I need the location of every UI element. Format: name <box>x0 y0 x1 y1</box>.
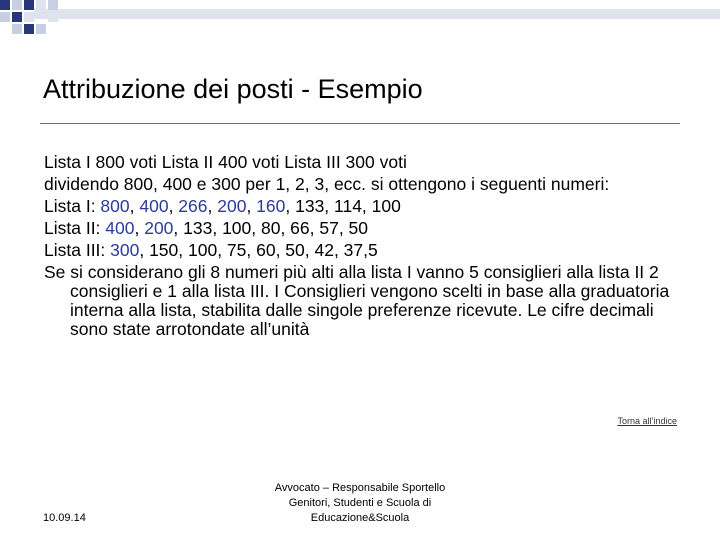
separator: , <box>246 196 257 216</box>
votes-line: Lista I 800 voti Lista II 400 voti Lista III 300 voti <box>44 152 407 172</box>
lista-1-rest: , 133, 114, 100 <box>285 196 401 216</box>
lista-1-value-4: 200 <box>217 196 247 216</box>
lista-3-value-1: 300 <box>110 240 140 260</box>
lista-1-prefix: Lista I: <box>44 196 101 216</box>
lista-1-value-1: 800 <box>100 196 130 216</box>
lista-2-rest: , 133, 100, 80, 66, 57, 50 <box>173 218 369 238</box>
lista-2-value-1: 400 <box>105 218 135 238</box>
back-to-index-link[interactable]: Torna all’indice <box>617 416 677 426</box>
separator: , <box>207 196 218 216</box>
footer-author <box>250 481 470 526</box>
footer-line: Avvocato – Responsabile Sportello <box>274 482 446 494</box>
separator: , <box>129 196 140 216</box>
division-line: dividendo 800, 400 e 300 per 1, 2, 3, ecc. si ottengono i seguenti numeri: <box>44 174 610 194</box>
lista-3-line <box>44 241 684 260</box>
separator: , <box>168 196 179 216</box>
lista-1-value-3: 266 <box>178 196 208 216</box>
header-decoration <box>0 0 720 40</box>
footer-date: 10.09.14 <box>43 512 86 524</box>
lista-3-prefix: Lista III: <box>44 240 111 260</box>
title-divider <box>40 123 680 124</box>
slide-body <box>44 153 684 342</box>
lista-1-value-5: 160 <box>256 196 286 216</box>
slide-title: Attribuzione dei posti - Esempio <box>43 74 423 104</box>
lista-2-line <box>44 219 684 238</box>
conclusion-paragraph: Se si considerano gli 8 numeri più alti alla lista I vanno 5 consiglieri alla lista II 2 consiglieri e 1 alla lista III. I Consiglieri vengono scelti in base alla graduatoria interna alla lista, stabilita dalle singole preferenze ricevute. Le cifre decimali sono state arrotondate all’unità <box>44 262 670 339</box>
lista-1-line <box>44 197 684 216</box>
lista-2-value-2: 200 <box>144 218 174 238</box>
footer-line: Educazione&Scuola <box>310 512 410 524</box>
lista-3-rest: , 150, 100, 75, 60, 50, 42, 37,5 <box>139 240 378 260</box>
lista-1-value-2: 400 <box>139 196 169 216</box>
separator: , <box>134 218 145 238</box>
footer-line: Genitori, Studenti e Scuola di <box>288 497 432 509</box>
lista-2-prefix: Lista II: <box>44 218 106 238</box>
